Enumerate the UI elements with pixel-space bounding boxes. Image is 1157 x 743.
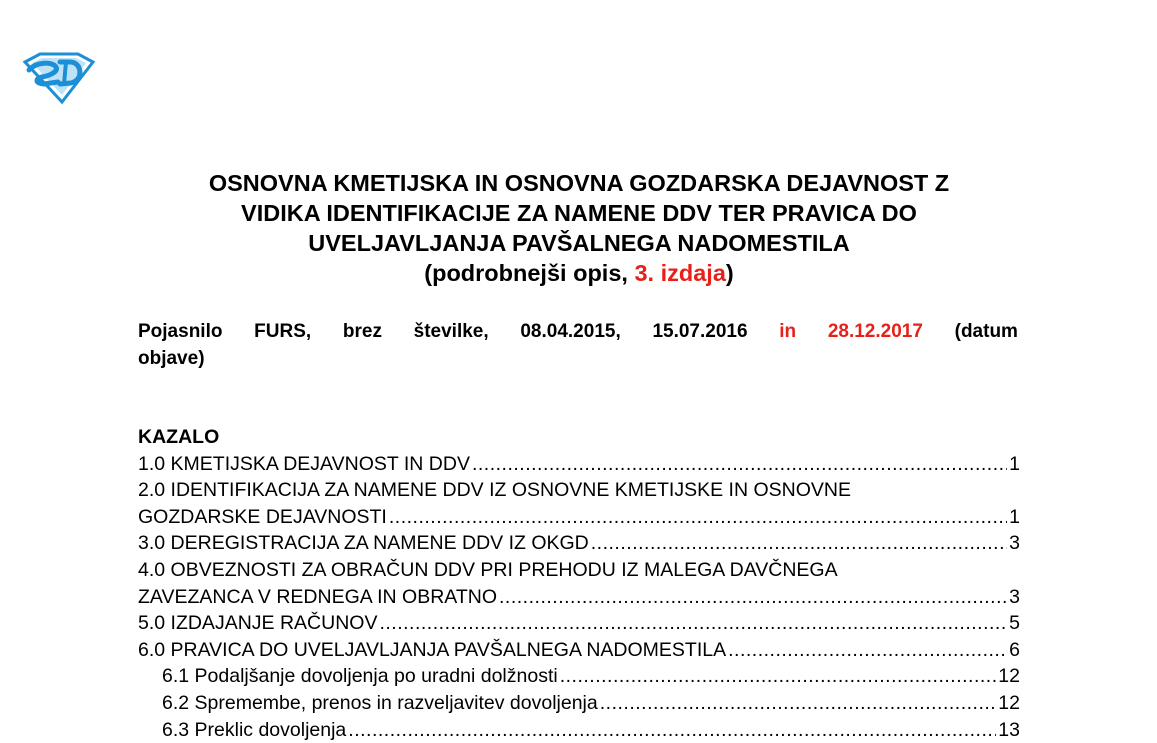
toc-entry-text: 6.1 Podaljšanje dovoljenja po uradni dolžnosti [162, 665, 558, 688]
toc-entry-text: 5.0 IZDAJANJE RAČUNOV [138, 612, 378, 635]
edition-label: 3. izdaja [634, 260, 726, 286]
toc-entry-first-line[interactable]: 4.0 OBVEZNOSTI ZA OBRAČUN DDV PRI PREHODU IZ MALEGA DAVČNEGA [138, 558, 838, 581]
explanation-date: 08.04.2015, [520, 321, 621, 342]
toc-page-number: 1 [1009, 505, 1020, 528]
sd-shield-logo-icon [22, 50, 96, 104]
explanation-word: FURS, [254, 321, 312, 342]
toc-leader-dots [348, 717, 996, 743]
title-line-2: VIDIKA IDENTIFIKACIJE ZA NAMENE DDV TER PRAVICA DO [241, 200, 917, 226]
toc-entry-first-line[interactable]: 2.0 IDENTIFIKACIJA ZA NAMENE DDV IZ OSNOVNE KMETIJSKE IN OSNOVNE [138, 479, 851, 502]
toc-page-number: 3 [1009, 585, 1020, 608]
explanation-date-red: 28.12.2017 [827, 321, 923, 342]
toc-entry-text: 3.0 DEREGISTRACIJA ZA NAMENE DDV IZ OKGD [138, 532, 589, 555]
toc-page-number: 1 [1009, 452, 1020, 475]
toc-heading: KAZALO [138, 426, 220, 448]
table-of-contents [138, 424, 1020, 743]
toc-leader-dots [499, 584, 1007, 611]
title-line-3: UVELJAVLJANJA PAVŠALNEGA NADOMESTILA [308, 230, 850, 256]
title-subtitle-suffix: ) [725, 260, 734, 286]
toc-entry[interactable] [138, 637, 1020, 664]
toc-page-number: 12 [998, 691, 1020, 714]
toc-leader-dots [560, 663, 997, 690]
explanation-word: brez [342, 321, 382, 342]
toc-entry[interactable] [138, 451, 1020, 478]
toc-leader-dots [389, 504, 1007, 531]
toc-page-number: 5 [1009, 612, 1020, 635]
explanation-reference [138, 318, 1018, 372]
title-line-4 [100, 258, 1058, 288]
toc-entry[interactable] [138, 584, 1020, 611]
toc-leader-dots [591, 530, 1007, 557]
toc-leader-dots [600, 690, 997, 717]
toc-subentry[interactable] [138, 717, 1020, 743]
toc-page-number: 12 [998, 665, 1020, 688]
toc-entry-text: 1.0 KMETIJSKA DEJAVNOST IN DDV [138, 452, 470, 475]
explanation-word: Pojasnilo [138, 321, 223, 342]
toc-page-number: 3 [1009, 532, 1020, 555]
title-line-1: OSNOVNA KMETIJSKA IN OSNOVNA GOZDARSKA DEJAVNOST Z [208, 170, 950, 196]
toc-subentry[interactable] [138, 663, 1020, 690]
toc-entry-text: ZAVEZANCA V REDNEGA IN OBRATNO [138, 585, 498, 608]
toc-leader-dots [728, 637, 1007, 664]
toc-entry-text: GOZDARSKE DEJAVNOSTI [138, 505, 387, 528]
toc-page-number: 13 [998, 718, 1020, 741]
explanation-word-red: in [779, 321, 797, 342]
toc-entry[interactable] [138, 610, 1020, 637]
toc-entry-text: 6.0 PRAVICA DO UVELJAVLJANJA PAVŠALNEGA NADOMESTILA [138, 638, 727, 661]
toc-entry[interactable] [138, 504, 1020, 531]
toc-entry-text: 6.3 Preklic dovoljenja [162, 718, 347, 741]
toc-leader-dots [379, 610, 1007, 637]
toc-subentry[interactable] [138, 690, 1020, 717]
explanation-word: (datum [954, 321, 1018, 342]
toc-entry[interactable] [138, 530, 1020, 557]
title-subtitle-prefix: (podrobnejši opis, [424, 260, 635, 286]
toc-leader-dots [472, 451, 1007, 478]
explanation-line-1 [138, 318, 1018, 345]
document-title [100, 168, 1058, 288]
explanation-line-2: objave) [138, 348, 205, 369]
toc-entry-text: 6.2 Spremembe, prenos in razveljavitev dovoljenja [162, 691, 598, 714]
explanation-date: 15.07.2016 [652, 321, 748, 342]
toc-page-number: 6 [1009, 638, 1020, 661]
explanation-word: številke, [413, 321, 489, 342]
